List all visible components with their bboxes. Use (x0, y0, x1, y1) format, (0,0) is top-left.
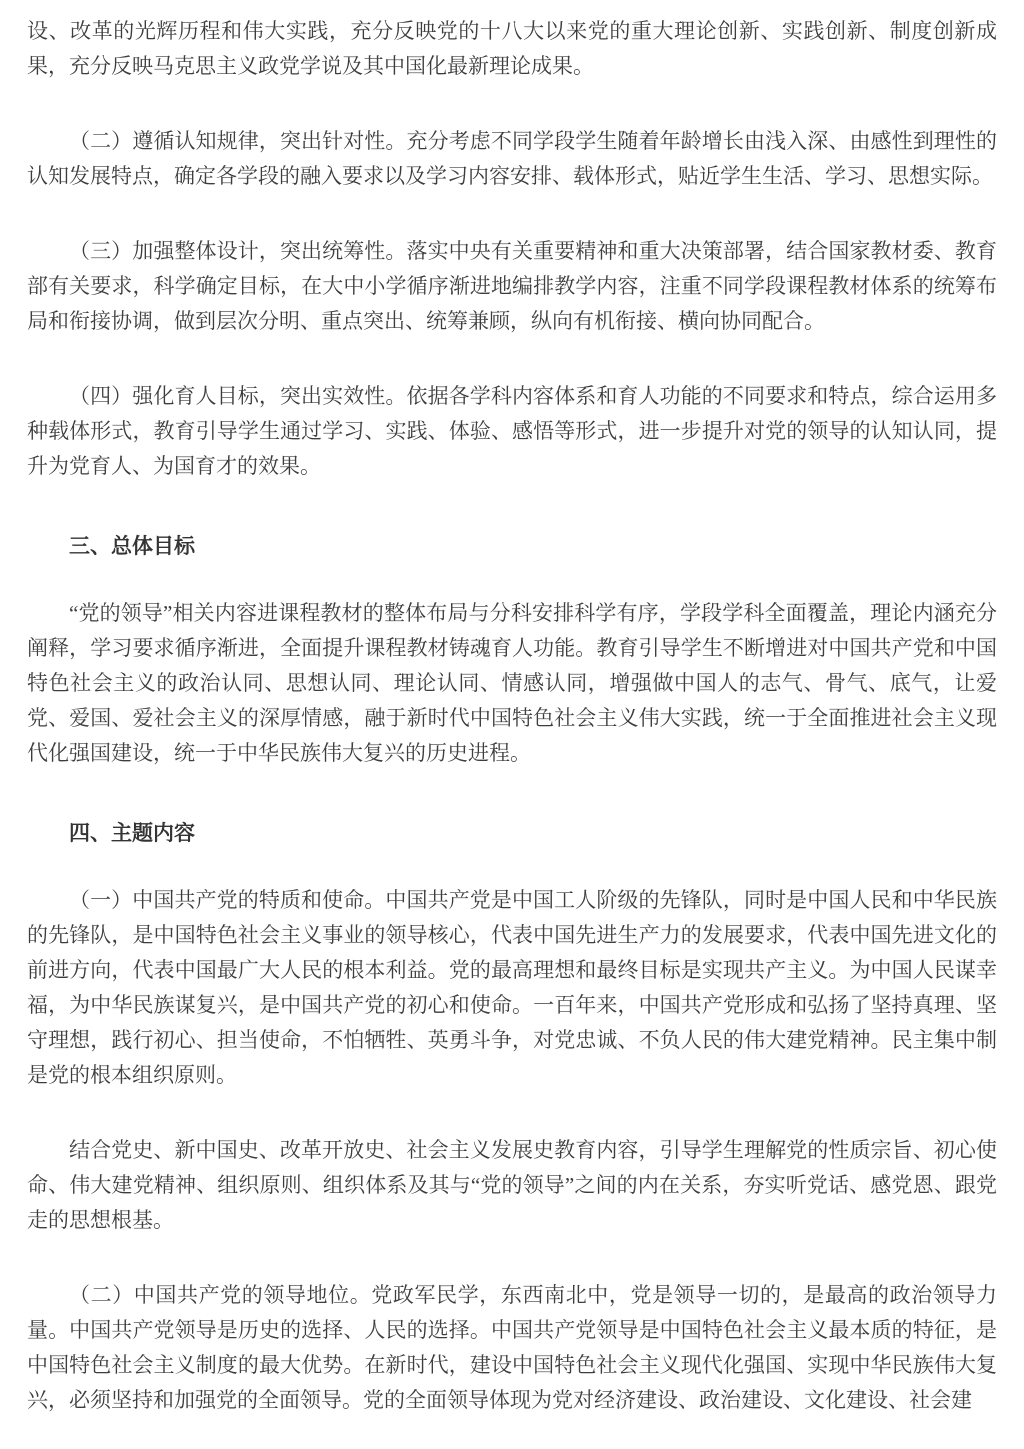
paragraph: 结合党史、新中国史、改革开放史、社会主义发展史教育内容，引导学生理解党的性质宗旨、初心使命、伟大建党精神、组织原则、组织体系及其与“党的领导”之间的内在关系，夯实听党话、感党恩、跟党走的思想根基。 (27, 1138, 997, 1232)
paragraph: 设、改革的光辉历程和伟大实践，充分反映党的十八大以来党的重大理论创新、实践创新、制度创新成果，充分反映马克思主义政党学说及其中国化最新理论成果。 (27, 19, 997, 78)
document-body (27, 14, 997, 1418)
paragraph: （一）中国共产党的特质和使命。中国共产党是中国工人阶级的先锋队，同时是中国人民和中华民族的先锋队，是中国特色社会主义事业的领导核心，代表中国先进生产力的发展要求，代表中国先进文化的前进方向，代表中国最广大人民的根本利益。党的最高理想和最终目标是实现共产主义。为中国人民谋幸福，为中华民族谋复兴，是中国共产党的初心和使命。一百年来，中国共产党形成和弘扬了坚持真理、坚守理想，践行初心、担当使命，不怕牺牲、英勇斗争，对党忠诚、不负人民的伟大建党精神。民主集中制是党的根本组织原则。 (27, 888, 997, 1087)
paragraph: （二）遵循认知规律，突出针对性。充分考虑不同学段学生随着年龄增长由浅入深、由感性到理性的认知发展特点，确定各学段的融入要求以及学习内容安排、载体形式，贴近学生生活、学习、思想实际。 (27, 129, 997, 188)
paragraph: “党的领导”相关内容进课程教材的整体布局与分科安排科学有序，学段学科全面覆盖，理论内涵充分阐释，学习要求循序渐进，全面提升课程教材铸魂育人功能。教育引导学生不断增进对中国共产党和中国特色社会主义的政治认同、思想认同、理论认同、情感认同，增强做中国人的志气、骨气、底气，让爱党、爱国、爱社会主义的深厚情感，融于新时代中国特色社会主义伟大实践，统一于全面推进社会主义现代化强国建设，统一于中华民族伟大复兴的历史进程。 (27, 601, 997, 765)
section-heading: 三、总体目标 (69, 535, 195, 558)
paragraph: （三）加强整体设计，突出统筹性。落实中央有关重要精神和重大决策部署，结合国家教材委、教育部有关要求，科学确定目标，在大中小学循序渐进地编排教学内容，注重不同学段课程教材体系的统筹布局和衔接协调，做到层次分明、重点突出、统筹兼顾，纵向有机衔接、横向协同配合。 (27, 239, 997, 333)
section-heading: 四、主题内容 (69, 822, 195, 845)
paragraph: （四）强化育人目标，突出实效性。依据各学科内容体系和育人功能的不同要求和特点，综合运用多种载体形式，教育引导学生通过学习、实践、体验、感悟等形式，进一步提升对党的领导的认知认同，提升为党育人、为国育才的效果。 (27, 384, 997, 478)
paragraph: （二）中国共产党的领导地位。党政军民学，东西南北中，党是领导一切的，是最高的政治领导力量。中国共产党领导是历史的选择、人民的选择。中国共产党领导是中国特色社会主义最本质的特征，是中国特色社会主义制度的最大优势。在新时代，建设中国特色社会主义现代化强国、实现中华民族伟大复兴，必须坚持和加强党的全面领导。党的全面领导体现为党对经济建设、政治建设、文化建设、社会建 (27, 1283, 997, 1412)
